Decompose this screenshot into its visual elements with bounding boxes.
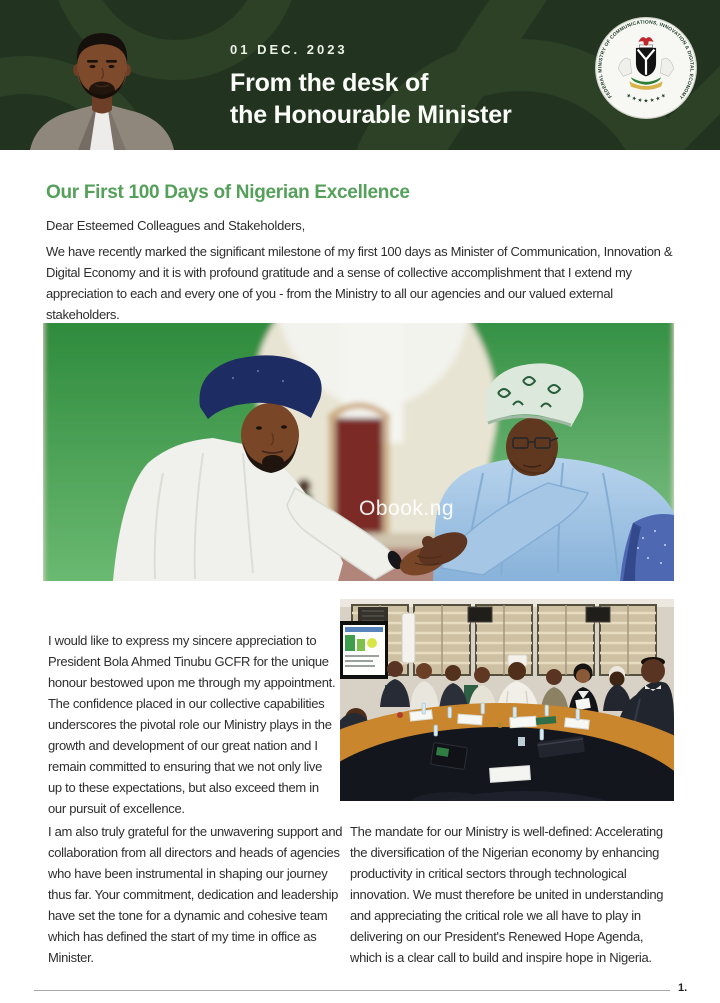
appreciation-paragraph: I would like to express my sincere appreciation to President Bola Ahmed Tinubu GCFR for the unique honour bestowed upon me through my appointment. The confidence placed in our collective capabilities underscores the pivotal role our Ministry plays in the growth and development of our great nation and I remain committed to ensuring that we not only live up to these expectations, but also exceed them in our pursuit of excellence. xyxy=(48,633,336,816)
minister-portrait-illustration xyxy=(16,18,188,150)
minister-portrait-photo xyxy=(16,18,188,150)
photo-watermark: Obook.ng xyxy=(359,497,455,520)
handshake-photo xyxy=(43,323,674,581)
masthead-title-line2: the Honourable Minister xyxy=(230,101,512,129)
issue-date: 01 DEC. 2023 xyxy=(230,42,348,57)
article-headline: Our First 100 Days of Nigerian Excellence xyxy=(46,182,410,203)
ac-unit xyxy=(402,613,415,663)
intro-paragraph: We have recently marked the significant milestone of my first 100 days as Minister of Communication, Innovation & Digital Economy and it is with profound gratitude and a sense of collective accomplishment that I extend my appreciation to each and every one of you - from the Ministry to all our agencies and our valued external stakeholders. xyxy=(46,244,673,322)
mandate-paragraph: The mandate for our Ministry is well-defined: Accelerating the diversification of the Nigerian economy by enhancing productivity in critical sectors through technological innovation. We must therefore be united in understanding and appreciating the critical role we all have to play in delivering on our President's Renewed Hope Agenda, which is a clear call to build and inspire hope in Nigeria. xyxy=(350,824,664,965)
footer-rule xyxy=(34,990,670,991)
masthead-text-block xyxy=(230,42,512,131)
page-number: 1. xyxy=(678,982,688,994)
ministry-seal-icon xyxy=(594,16,698,120)
meeting-photo-illustration xyxy=(340,599,674,801)
gratitude-paragraph: I am also truly grateful for the unwavering support and collaboration from all directors and heads of agencies who have been instrumental in shaping our journey thus far. Your commitment, dedication and leadership have set the tone for a dynamic and cohesive team which has defined the start of my time in office as Minister. xyxy=(48,824,343,965)
ministry-seal-logo xyxy=(594,16,698,120)
masthead xyxy=(0,0,720,150)
salutation: Dear Esteemed Colleagues and Stakeholders, xyxy=(46,218,305,233)
seal-ring-text: FEDERAL MINISTRY OF COMMUNICATIONS, INNOVATION & DIGITAL ECONOMY xyxy=(598,20,694,100)
meeting-photo xyxy=(340,599,674,801)
wall-monitor xyxy=(468,607,492,622)
masthead-title xyxy=(230,67,512,131)
handshake-photo-illustration xyxy=(43,323,674,581)
masthead-title-line1: From the desk of xyxy=(230,69,429,97)
presentation-screen xyxy=(340,621,388,679)
seal-stars: ★ ★ ★ ★ ★ ★ ★ xyxy=(624,92,668,105)
wall-monitor-2 xyxy=(586,607,610,622)
